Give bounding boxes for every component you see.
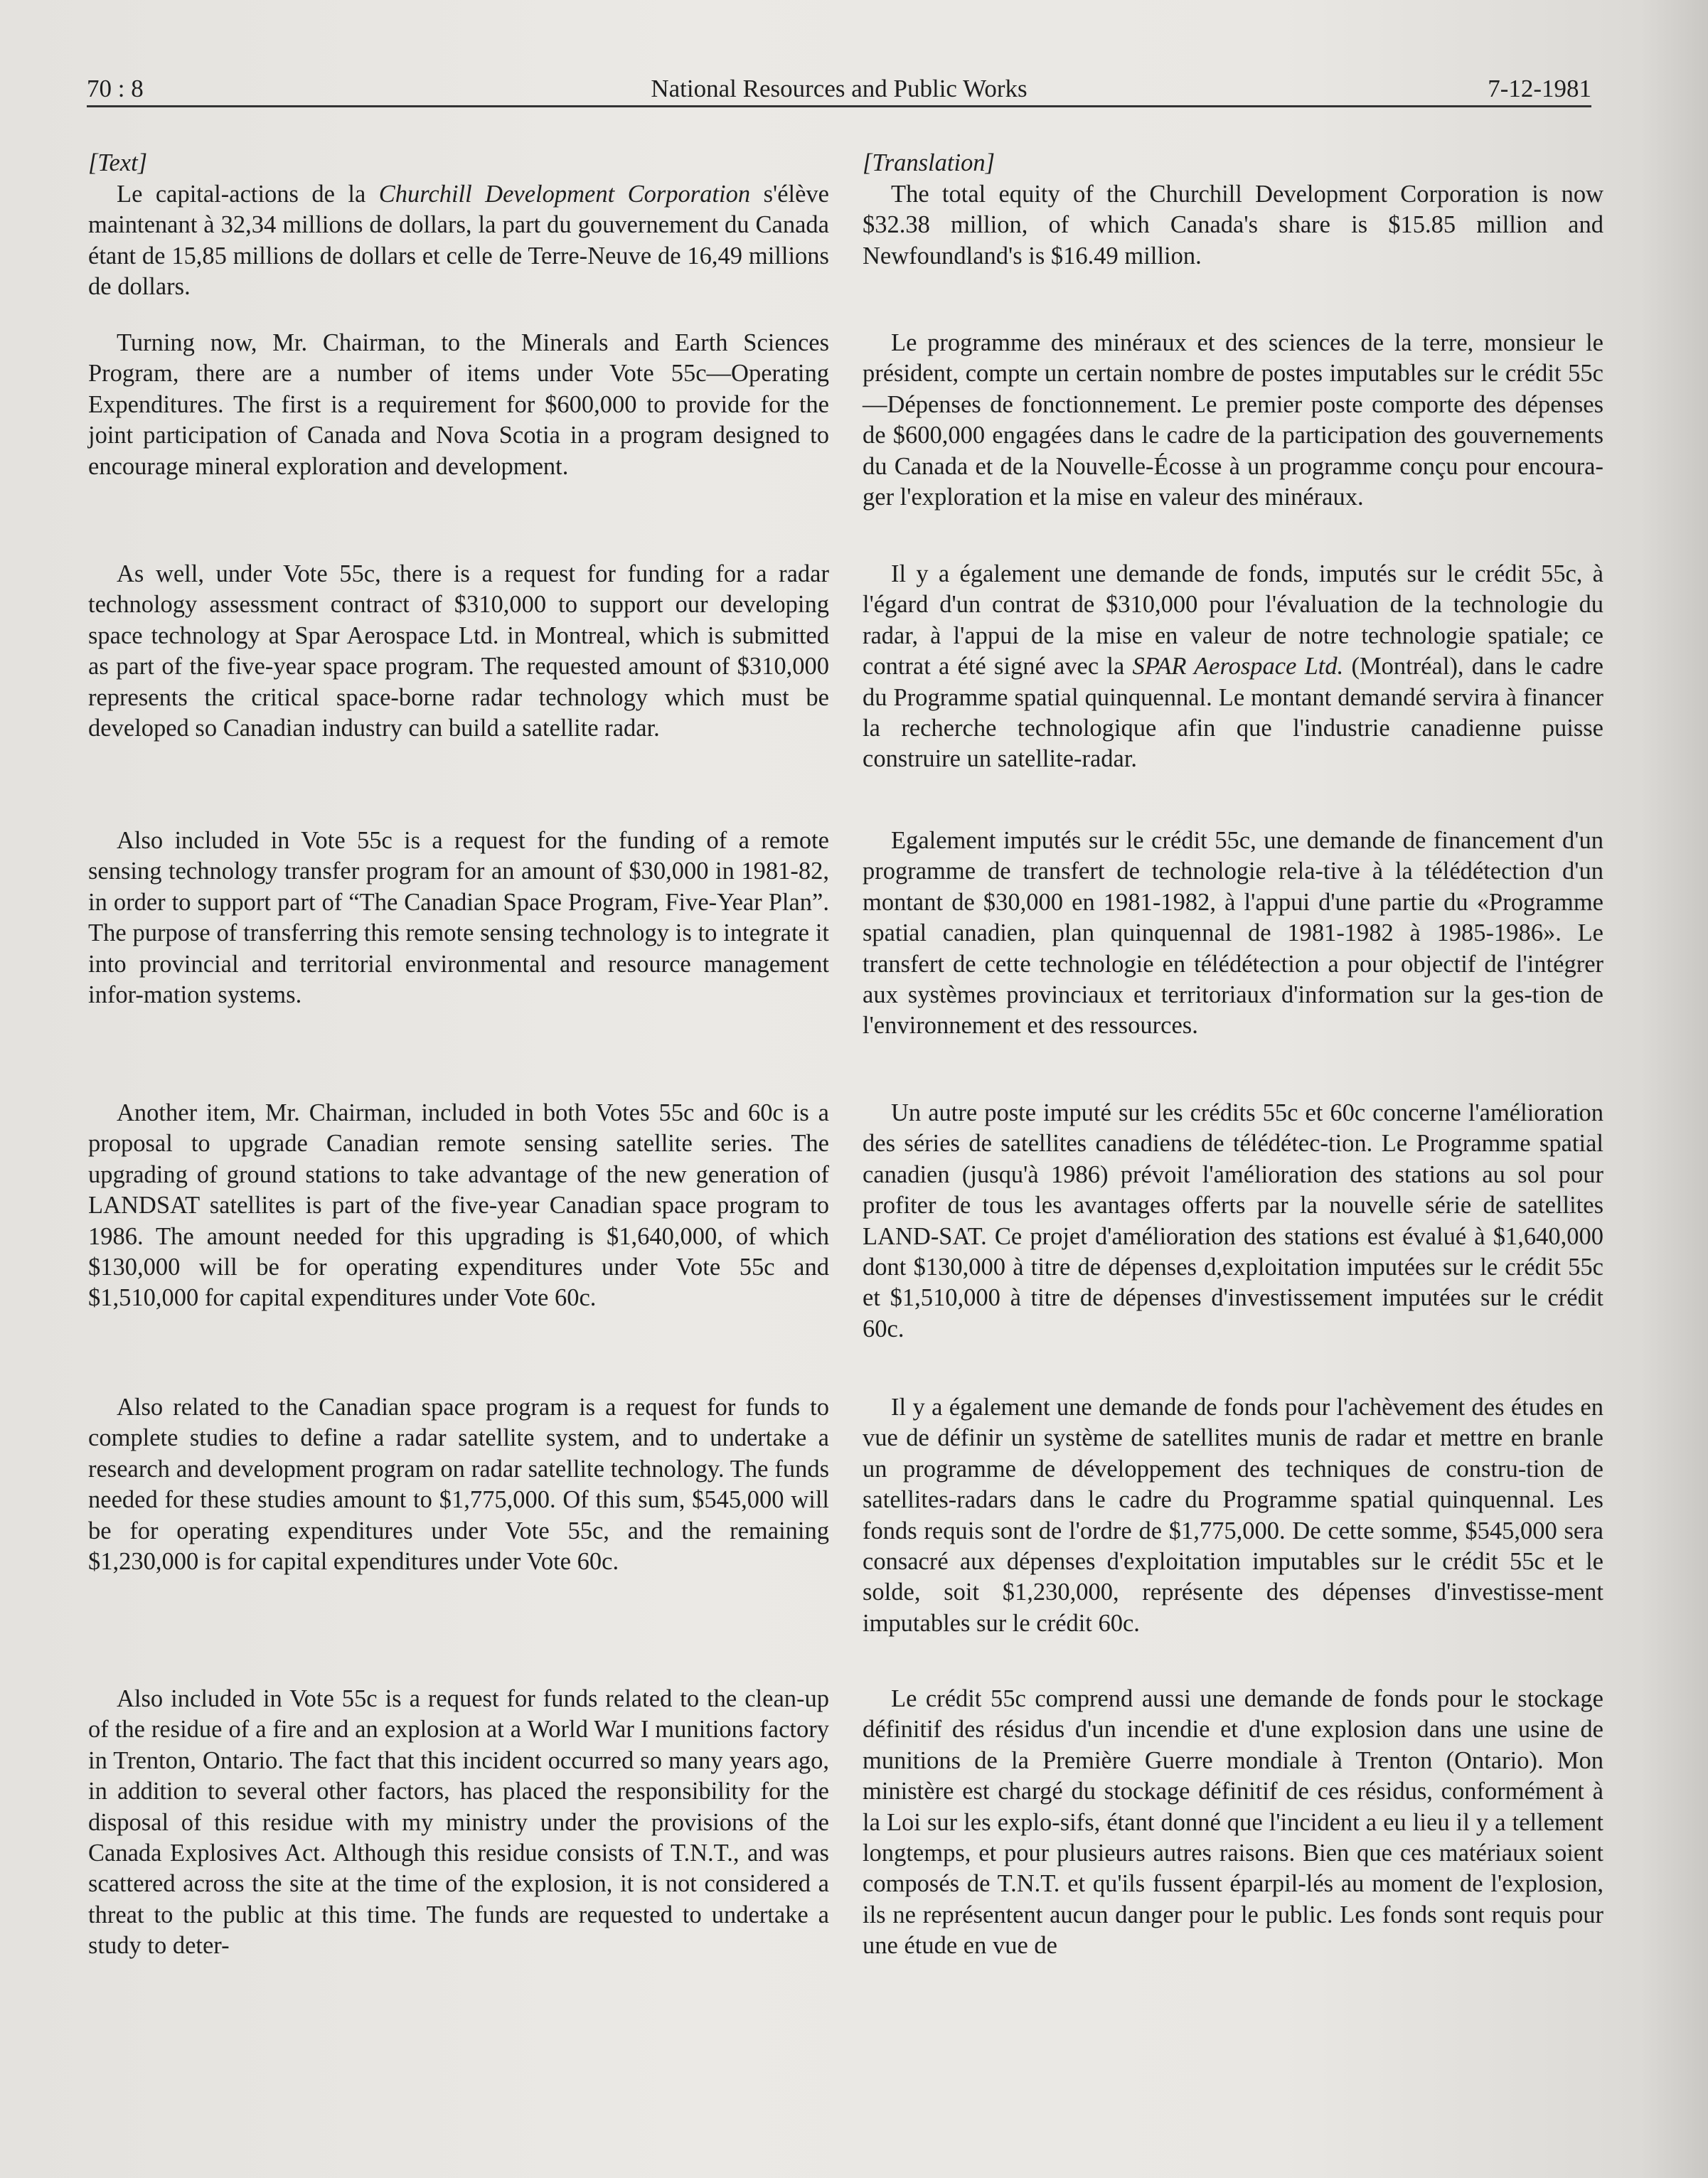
header-date: 7-12-1981 [1488, 75, 1591, 102]
translation-tag: [Translation] [863, 149, 995, 176]
right-paragraph-5: Un autre poste imputé sur les crédits 55c et 60c concerne l'amélioration des séries de satellites canadiens de télédétec-tion. Le Programme spatial canadien (jusqu'à 1986) prévoit l'amélioration des stations au sol pour profiter de tous les avantages offerts par la nouvelle série de satellites LAND-SAT. Ce projet d'amélioration des stations est évalué à $1,640,000 dont $130,000 à titre de dépenses d,exploitation imputées sur le crédit 55c et $1,510,000 à titre de dépenses d'investissement imputées sur le crédit 60c. [863, 1099, 1603, 1342]
right-paragraph-3: Il y a également une demande de fonds, imputés sur le crédit 55c, à l'égard d'un contrat de $310,000 pour l'évaluation de la technologie du radar, à l'appui de la mise en valeur de notre technologie spatiale; ce contrat a été signé avec la SPAR Aerospace Ltd. (Montréal), dans le cadre du Programme spatial quinquennal. Le montant demandé servira à financer la recherche technologique afin que l'industrie canadienne puisse construire un satellite-radar. [863, 560, 1603, 773]
left-paragraph-2: Turning now, Mr. Chairman, to the Minerals and Earth Sciences Program, there are a number of items under Vote 55c—Operating Expenditures. The first is a requirement for $600,000 to provide for the joint participation of Canada and Nova Scotia in a program designed to encourage mineral exploration and development. [88, 329, 829, 480]
left-paragraph-3: As well, under Vote 55c, there is a request for funding for a radar technology assessment contract of $310,000 to support our developing space technology at Spar Aerospace Ltd. in Montreal, which is submitted as part of the five-year space program. The requested amount of $310,000 represents the critical space-borne radar technology which must be developed so Canadian industry can build a satellite radar. [88, 560, 829, 742]
right-paragraph-7: Le crédit 55c comprend aussi une demande de fonds pour le stockage définitif des résidus d'un incendie et d'une explosion dans une usine de munitions de la Première Guerre mondiale à Trenton (Ontario). Mon ministère est chargé du stockage définitif de ces résidus, conformément à la Loi sur les explo-sifs, étant donné que l'incident a eu lieu il y a tellement longtemps, et pour plusieurs autres raisons. Bien que ces matériaux soient composés de T.N.T. et qu'ils fussent éparpil-lés au moment de l'explosion, ils ne représentent aucun danger pour le public. Les fonds sont requis pour une étude en vue de [863, 1685, 1603, 1960]
right-paragraph-2: Le programme des minéraux et des sciences de la terre, monsieur le président, compte un certain nombre de postes imputables sur le crédit 55c—Dépenses de fonctionnement. Le premier poste comporte des dépenses de $600,000 engagées dans le cadre de la participation des gouvernements du Canada et de la Nouvelle-Écosse à un programme conçu pour encoura-ger l'exploration et la mise en valeur des minéraux. [863, 329, 1603, 511]
left-paragraph-6: Also related to the Canadian space program is a request for funds to complete studies to define a radar satellite system, and to undertake a research and development program on radar satellite technology. The funds needed for these studies amount to $1,775,000. Of this sum, $545,000 will be for operating expenditures under Vote 55c, and the remaining $1,230,000 is for capital expenditures under Vote 60c. [88, 1394, 829, 1576]
right-paragraph-1: The total equity of the Churchill Development Corporation is now $32.38 million, of which Canada's share is $15.85 million and Newfoundland's is $16.49 million. [863, 181, 1603, 269]
left-paragraph-1: Le capital-actions de la Churchill Development Corporation s'élève maintenant à 32,34 millions de dollars, la part du gouvernement du Canada étant de 15,85 millions de dollars et celle de Terre-Neuve de 16,49 millions de dollars. [88, 181, 829, 301]
running-title: National Resources and Public Works [651, 75, 1028, 102]
right-paragraph-6: Il y a également une demande de fonds pour l'achèvement des études en vue de définir un système de satellites munis de radar et mettre en branle un programme de développement des techniques de constru-tion de satellites-radars dans le cadre du Programme spatial quinquennal. Les fonds requis sont de l'ordre de $1,775,000. De cette somme, $545,000 sera consacré aux dépenses d'exploitation imputables sur le crédit 55c et le solde, soit $1,230,000, représente des dépenses d'investisse-ment imputables sur le crédit 60c. [863, 1394, 1603, 1637]
left-paragraph-5: Another item, Mr. Chairman, included in both Votes 55c and 60c is a proposal to upgrade Canadian remote sensing satellite series. The upgrading of ground stations to take advantage of the new generation of LANDSAT satellites is part of the five-year Canadian space program to 1986. The amount needed for this upgrading is $1,640,000, of which $130,000 will be for operating expenditures under Vote 55c and $1,510,000 for capital expenditures under Vote 60c. [88, 1099, 829, 1312]
text-tag: [Text] [88, 149, 148, 176]
right-paragraph-4: Egalement imputés sur le crédit 55c, une demande de financement d'un programme de transfert de technologie rela-tive à la télédétection d'un montant de $30,000 en 1981-1982, à l'appui d'une partie du «Programme spatial canadien, plan quinquennal de 1981-1982 à 1985-1986». Le transfert de cette technologie en télédétection a pour objectif de l'intégrer aux systèmes provinciaux et territoriaux d'information sur la ges-tion de l'environnement et des ressources. [863, 827, 1603, 1040]
left-paragraph-7: Also included in Vote 55c is a request for funds related to the clean-up of the residue of a fire and an explosion at a World War I munitions factory in Trenton, Ontario. The fact that this incident occurred so many years ago, in addition to several other factors, has placed the responsibility for the disposal of this residue with my ministry under the provisions of the Canada Explosives Act. Although this residue consists of T.N.T., and was scattered across the site at the time of the explosion, it is not considered a threat to the public at this time. The funds are requested to undertake a study to deter- [88, 1685, 829, 1960]
left-paragraph-4: Also included in Vote 55c is a request for the funding of a remote sensing technology transfer program for an amount of $30,000 in 1981-82, in order to support part of “The Canadian Space Program, Five-Year Plan”. The purpose of transferring this remote sensing technology is to integrate it into provincial and territorial environmental and resource management infor-mation systems. [88, 827, 829, 1009]
page-header [87, 73, 1591, 107]
page-number: 70 : 8 [87, 75, 144, 102]
